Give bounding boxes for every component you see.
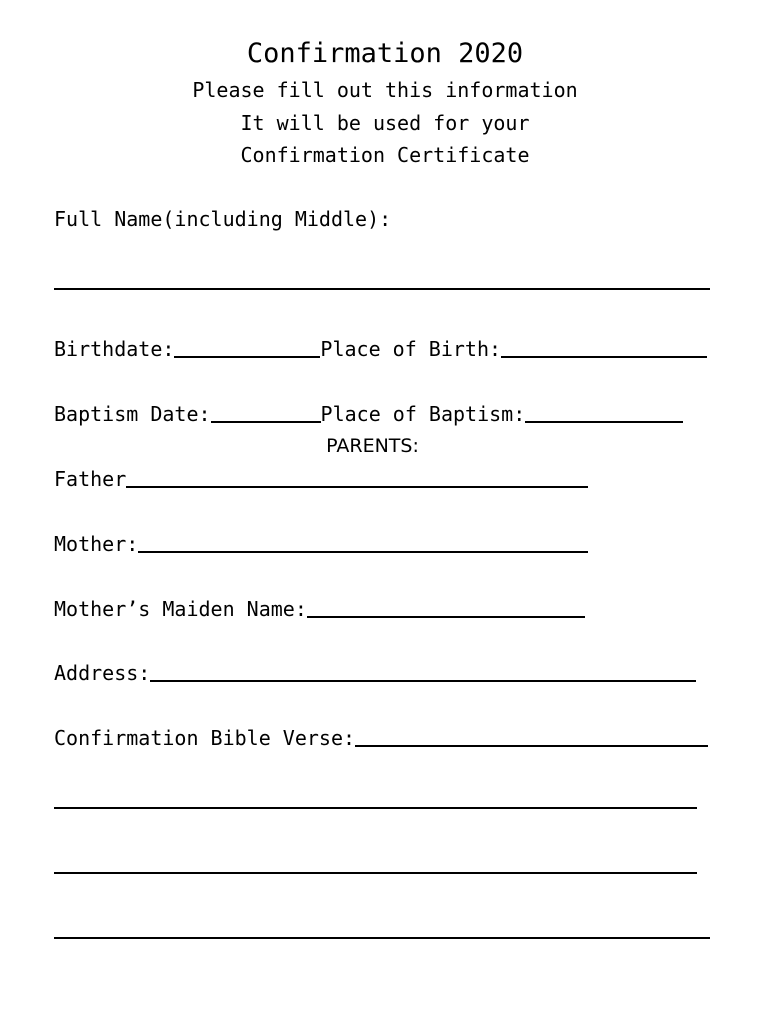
- maiden-name-blank[interactable]: [307, 616, 585, 618]
- form-title: Confirmation 2020: [246, 38, 524, 69]
- mother-blank[interactable]: [138, 551, 588, 553]
- baptism-date-label: Baptism Date:: [54, 402, 211, 426]
- bible-verse-label: Confirmation Bible Verse:: [54, 726, 356, 750]
- full-name-label: Full Name(including Middle):: [54, 207, 392, 231]
- mother-label: Mother:: [54, 532, 139, 556]
- bible-verse-blank[interactable]: [355, 745, 708, 747]
- birthdate-blank[interactable]: [174, 356, 320, 358]
- father-field: [54, 469, 588, 489]
- address-blank[interactable]: [150, 680, 696, 682]
- instruction-line-1: Please fill out this information: [192, 78, 578, 102]
- full-name-blank[interactable]: [54, 288, 710, 290]
- baptism-row: [54, 404, 683, 424]
- full-name-field: [54, 209, 391, 229]
- place-of-birth-blank[interactable]: [501, 356, 707, 358]
- address-field: [54, 663, 696, 683]
- mother-field: [54, 534, 588, 554]
- place-of-birth-label: Place of Birth:: [320, 337, 502, 361]
- parents-heading: PARENTS:: [326, 435, 419, 457]
- place-of-baptism-label: Place of Baptism:: [320, 402, 526, 426]
- father-label: Father: [54, 467, 127, 491]
- birthdate-label: Birthdate:: [54, 337, 175, 361]
- birth-row: [54, 339, 707, 359]
- baptism-date-blank[interactable]: [211, 421, 321, 423]
- father-blank[interactable]: [126, 486, 588, 488]
- maiden-name-label: Mother’s Maiden Name:: [54, 597, 307, 621]
- bible-verse-field: [54, 728, 708, 748]
- address-label: Address:: [54, 661, 151, 685]
- bible-verse-line-4[interactable]: [54, 937, 710, 939]
- maiden-name-field: [54, 599, 585, 619]
- instruction-line-2: It will be used for your: [240, 111, 530, 135]
- place-of-baptism-blank[interactable]: [525, 421, 683, 423]
- bible-verse-line-2[interactable]: [54, 807, 697, 809]
- instruction-line-3: Confirmation Certificate: [240, 143, 530, 167]
- bible-verse-line-3[interactable]: [54, 872, 697, 874]
